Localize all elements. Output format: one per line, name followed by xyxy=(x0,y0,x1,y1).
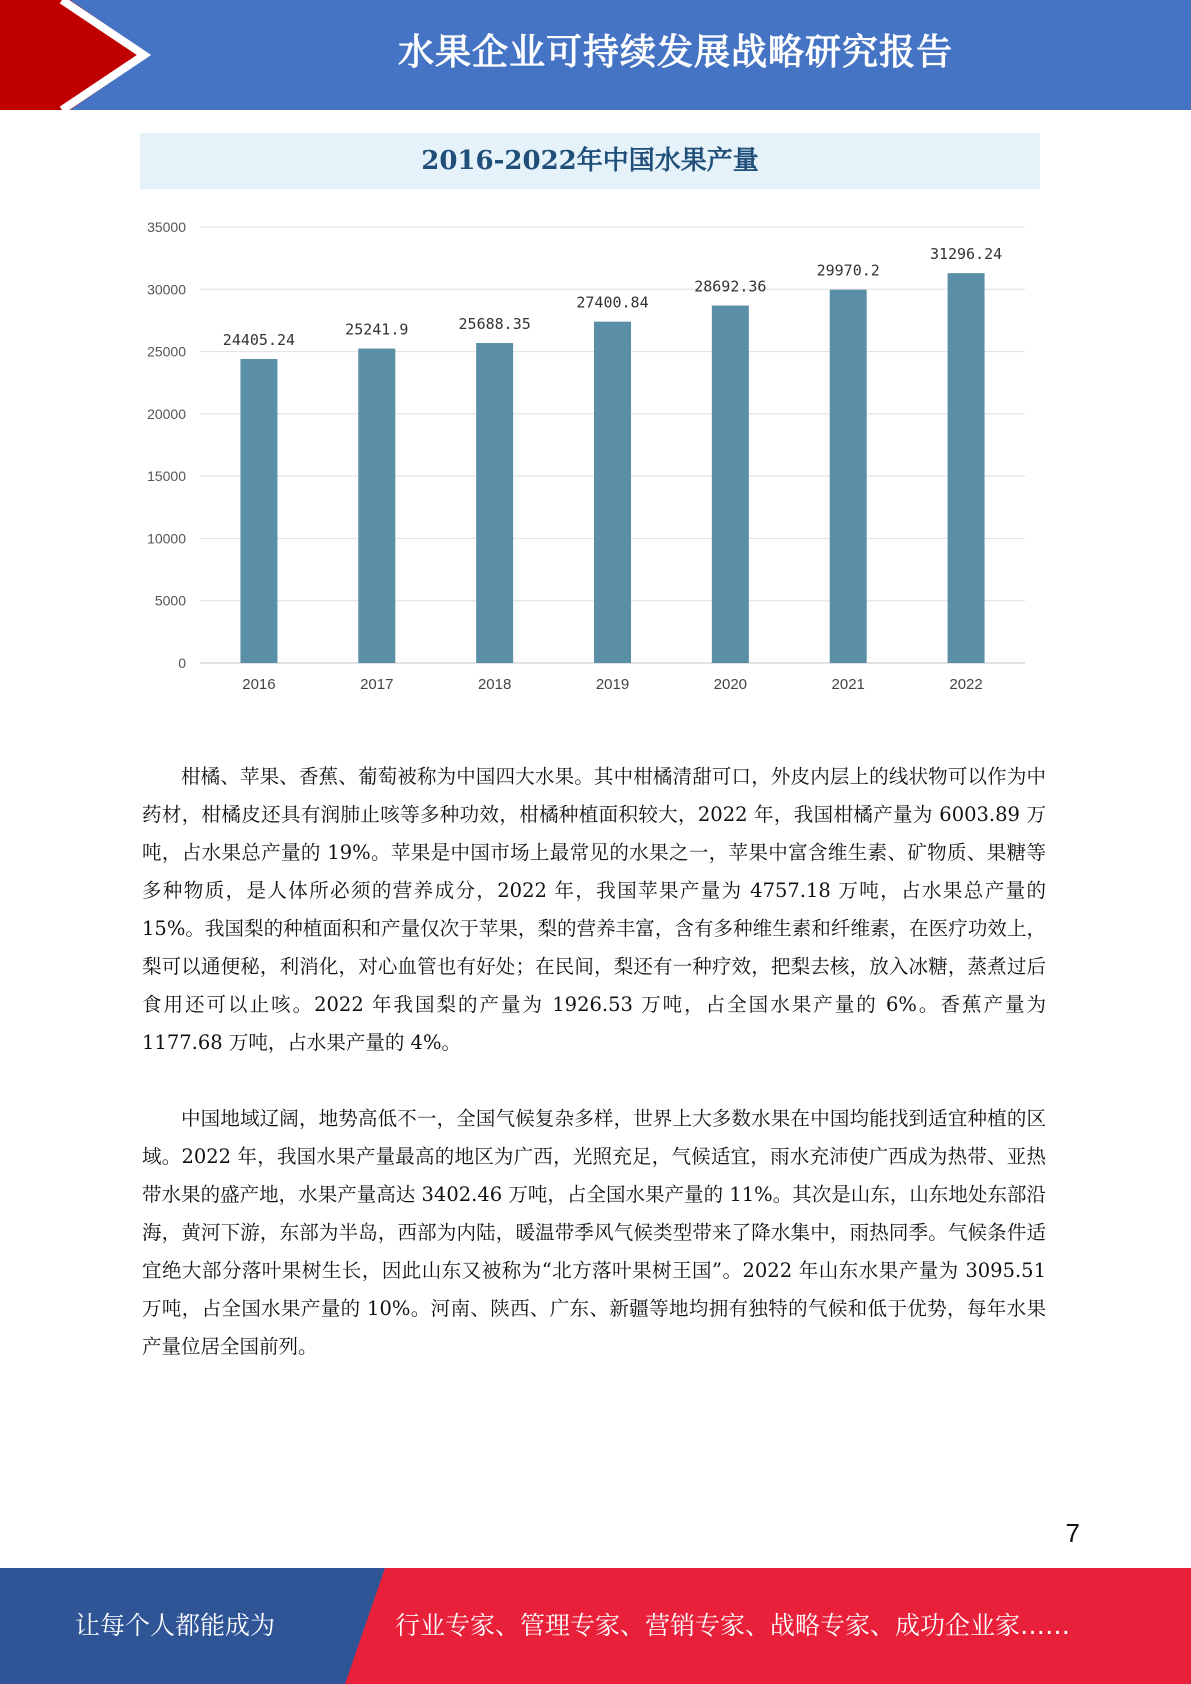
data-label: 31296.24 xyxy=(929,245,1003,264)
y-tick-label: 20000 xyxy=(147,405,186,422)
bar xyxy=(948,273,985,663)
y-tick-label: 10000 xyxy=(147,530,186,547)
bar xyxy=(358,349,395,663)
y-tick-label: 25000 xyxy=(147,343,186,360)
bar xyxy=(594,322,631,663)
bar xyxy=(476,343,513,663)
x-tick-label: 2022 xyxy=(949,676,983,693)
page-footer xyxy=(0,1568,1191,1684)
bar xyxy=(830,290,867,663)
data-label: 28692.36 xyxy=(694,277,767,296)
data-label: 25688.35 xyxy=(458,314,531,333)
x-tick-label: 2016 xyxy=(242,676,276,693)
footer-slogan-left: 让每个人都能成为 xyxy=(74,1611,275,1640)
y-tick-label: 5000 xyxy=(154,592,186,609)
footer-slogan-right: 行业专家、管理专家、营销专家、战略专家、成功企业家…… xyxy=(395,1611,1071,1640)
x-tick-label: 2021 xyxy=(831,676,865,693)
y-tick-label: 30000 xyxy=(147,281,186,298)
article-paragraph: 中国地域辽阔，地势高低不一，全国气候复杂多样，世界上大多数水果在中国均能找到适宜种植的区域。2022 年，我国水果产量最高的地区为广西，光照充足，气候适宜，雨水充沛使广西成为热带、亚热带水果的盛产地，水果产量高达 3402.46 万吨，占全国水果产量的 11%。其次是山东，山东地处东部沿海，黄河下游，东部为半岛，西部为内陆，暖温带季风气候类型带来了降水集中，雨热同季。气候条件适宜绝大部分落叶果树生长，因此山东又被称为“北方落叶果树王国”。2022 年山东水果产量为 3095.51 万吨，占全国水果产量的 10%。河南、陕西、广东、新疆等地均拥有独特的气候和低于优势，每年水果产量位居全国前列。 xyxy=(142,1107,1046,1358)
page-number: 7 xyxy=(1065,1518,1080,1548)
report-title: 水果企业可持续发展战略研究报告 xyxy=(397,32,953,73)
x-tick-label: 2019 xyxy=(595,676,630,693)
y-tick-label: 35000 xyxy=(147,219,186,235)
x-tick-label: 2018 xyxy=(477,676,512,693)
bar xyxy=(240,359,277,663)
article-paragraph: 柑橘、苹果、香蕉、葡萄被称为中国四大水果。其中柑橘清甜可口，外皮内层上的线状物可以作为中药材，柑橘皮还具有润肺止咳等多种功效，柑橘种植面积较大，2022 年，我国柑橘产量为 6003.89 万吨，占水果总产量的 19%。苹果是中国市场上最常见的水果之一，苹果中富含维生素、矿物质、果糖等多种物质，是人体所必须的营养成分，2022 年，我国苹果产量为 4757.18 万吨，占水果总产量的 15%。我国梨的种植面积和产量仅次于苹果，梨的营养丰富，含有多种维生素和纤维素，在医疗功效上，梨可以通便秘，利消化，对心血管也有好处；在民间，梨还有一种疗效，把梨去核，放入冰糖，蒸煮过后食用还可以止咳。2022 年我国梨的产量为 1926.53 万吨，占全国水果产量的 6%。香蕉产量为 1177.68 万吨，占水果产量的 4%。 xyxy=(142,765,1046,1054)
data-label: 24405.24 xyxy=(222,330,296,349)
article-body xyxy=(142,758,1046,1404)
bar-chart-svg xyxy=(140,189,1040,713)
header-arrow-decoration xyxy=(0,0,160,110)
y-tick-label: 0 xyxy=(178,655,186,671)
x-tick-label: 2017 xyxy=(360,676,394,693)
chart-title: 2016-2022年中国水果产量 xyxy=(421,146,759,176)
data-label: 25241.9 xyxy=(345,320,409,339)
page-header xyxy=(0,0,1191,110)
data-label: 27400.84 xyxy=(576,293,649,312)
data-label: 29970.2 xyxy=(816,261,880,280)
production-chart xyxy=(140,133,1040,713)
bar xyxy=(712,306,749,663)
y-tick-label: 15000 xyxy=(147,468,186,485)
x-tick-label: 2020 xyxy=(713,676,748,693)
